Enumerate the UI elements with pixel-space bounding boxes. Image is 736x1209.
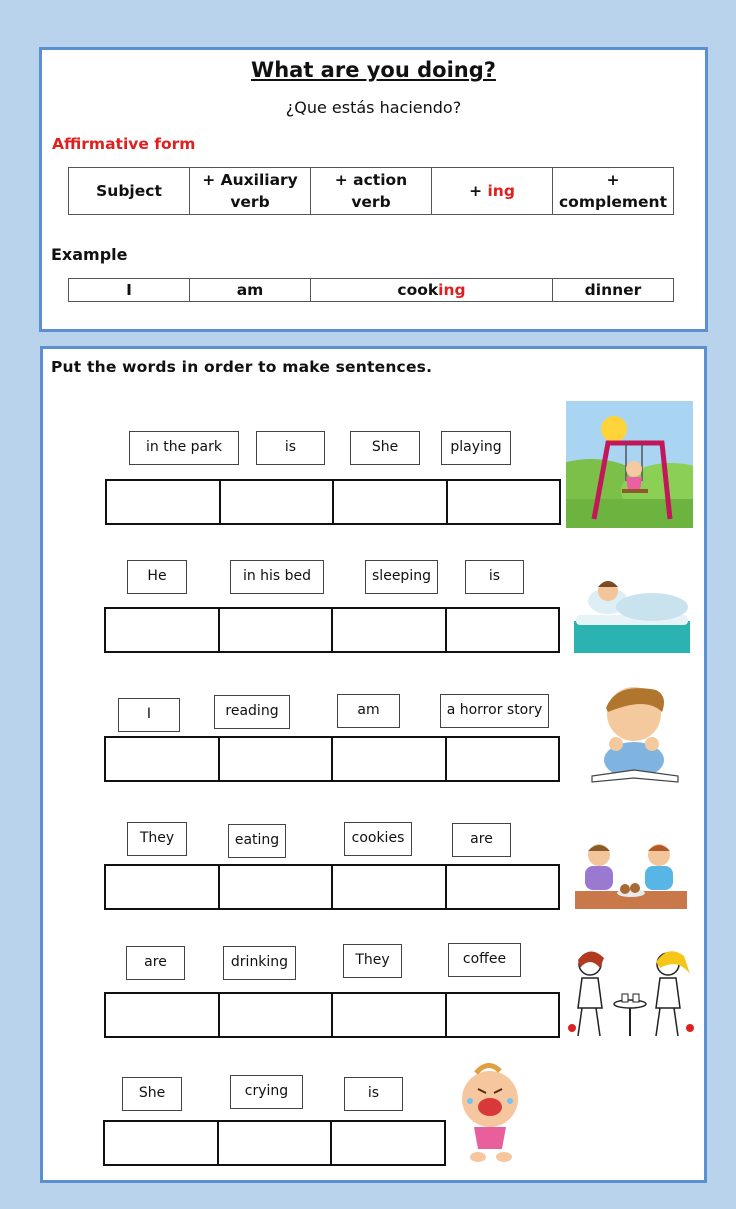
answer-slot[interactable] [220,994,334,1036]
answer-slot[interactable] [447,866,559,908]
page-subtitle: ¿Que estás haciendo? [285,98,462,117]
word-card[interactable]: am [337,694,400,728]
answer-slot[interactable] [332,1122,444,1164]
answer-slot[interactable] [333,738,447,780]
exercise-instruction: Put the words in order to make sentences. [51,358,433,376]
example-label: Example [51,245,128,264]
word-card[interactable]: sleeping [365,560,438,594]
grammar-panel [39,47,708,332]
answer-slot[interactable] [220,609,334,651]
kids-eating-cookies-icon [573,839,691,911]
structure-auxiliary: + Auxiliary verb [190,168,311,215]
example-complement: dinner [553,279,674,302]
boy-sleeping-icon [570,571,693,656]
answer-slot[interactable] [221,481,335,523]
baby-crying-icon [448,1061,530,1165]
word-card[interactable]: They [127,822,187,856]
word-card[interactable]: eating [228,824,286,858]
example-verb: cooking [311,279,553,302]
boy-reading-icon [586,682,686,786]
answer-slot[interactable] [447,738,559,780]
word-card[interactable]: are [452,823,511,857]
answer-slot[interactable] [106,609,220,651]
answer-slot[interactable] [333,866,447,908]
answer-slot[interactable] [106,738,220,780]
structure-table [68,167,674,215]
answer-slot[interactable] [333,994,447,1036]
answer-slot[interactable] [220,738,334,780]
answer-row [104,864,560,910]
answer-slot[interactable] [106,866,220,908]
girl-on-swing-icon [566,401,693,528]
women-drinking-coffee-icon [560,946,700,1042]
word-card[interactable]: cookies [344,822,412,856]
answer-slot[interactable] [107,481,221,523]
answer-row [104,607,560,653]
answer-slot[interactable] [220,866,334,908]
example-auxiliary: am [190,279,311,302]
structure-action-verb: + action verb [311,168,432,215]
word-card[interactable]: She [122,1077,182,1111]
word-card[interactable]: reading [214,695,290,729]
word-card[interactable]: coffee [448,943,521,977]
word-card[interactable]: a horror story [440,694,549,728]
answer-slot[interactable] [106,994,220,1036]
word-card[interactable]: They [343,944,402,978]
word-card[interactable]: I [118,698,180,732]
exercise-panel [40,346,707,1183]
example-table [68,278,674,302]
word-card[interactable]: playing [441,431,511,465]
answer-row [103,1120,446,1166]
word-card[interactable]: is [256,431,325,465]
answer-row [104,736,560,782]
example-subject: I [69,279,190,302]
answer-slot[interactable] [333,609,447,651]
answer-row [104,992,560,1038]
word-card[interactable]: She [350,431,420,465]
word-card[interactable]: He [127,560,187,594]
answer-slot[interactable] [334,481,448,523]
word-card[interactable]: is [344,1077,403,1111]
word-card[interactable]: drinking [223,946,296,980]
structure-complement: + complement [553,168,674,215]
word-card[interactable]: is [465,560,524,594]
answer-slot[interactable] [447,609,559,651]
answer-slot[interactable] [219,1122,333,1164]
page-title: What are you doing? [251,58,496,82]
word-card[interactable]: in his bed [230,560,324,594]
answer-slot[interactable] [105,1122,219,1164]
answer-slot[interactable] [448,481,560,523]
structure-ing: + ing [432,168,553,215]
answer-slot[interactable] [447,994,559,1036]
word-card[interactable]: are [126,946,185,980]
word-card[interactable]: in the park [129,431,239,465]
word-card[interactable]: crying [230,1075,303,1109]
affirmative-form-label: Affirmative form [52,135,196,153]
structure-subject: Subject [69,168,190,215]
answer-row [105,479,561,525]
